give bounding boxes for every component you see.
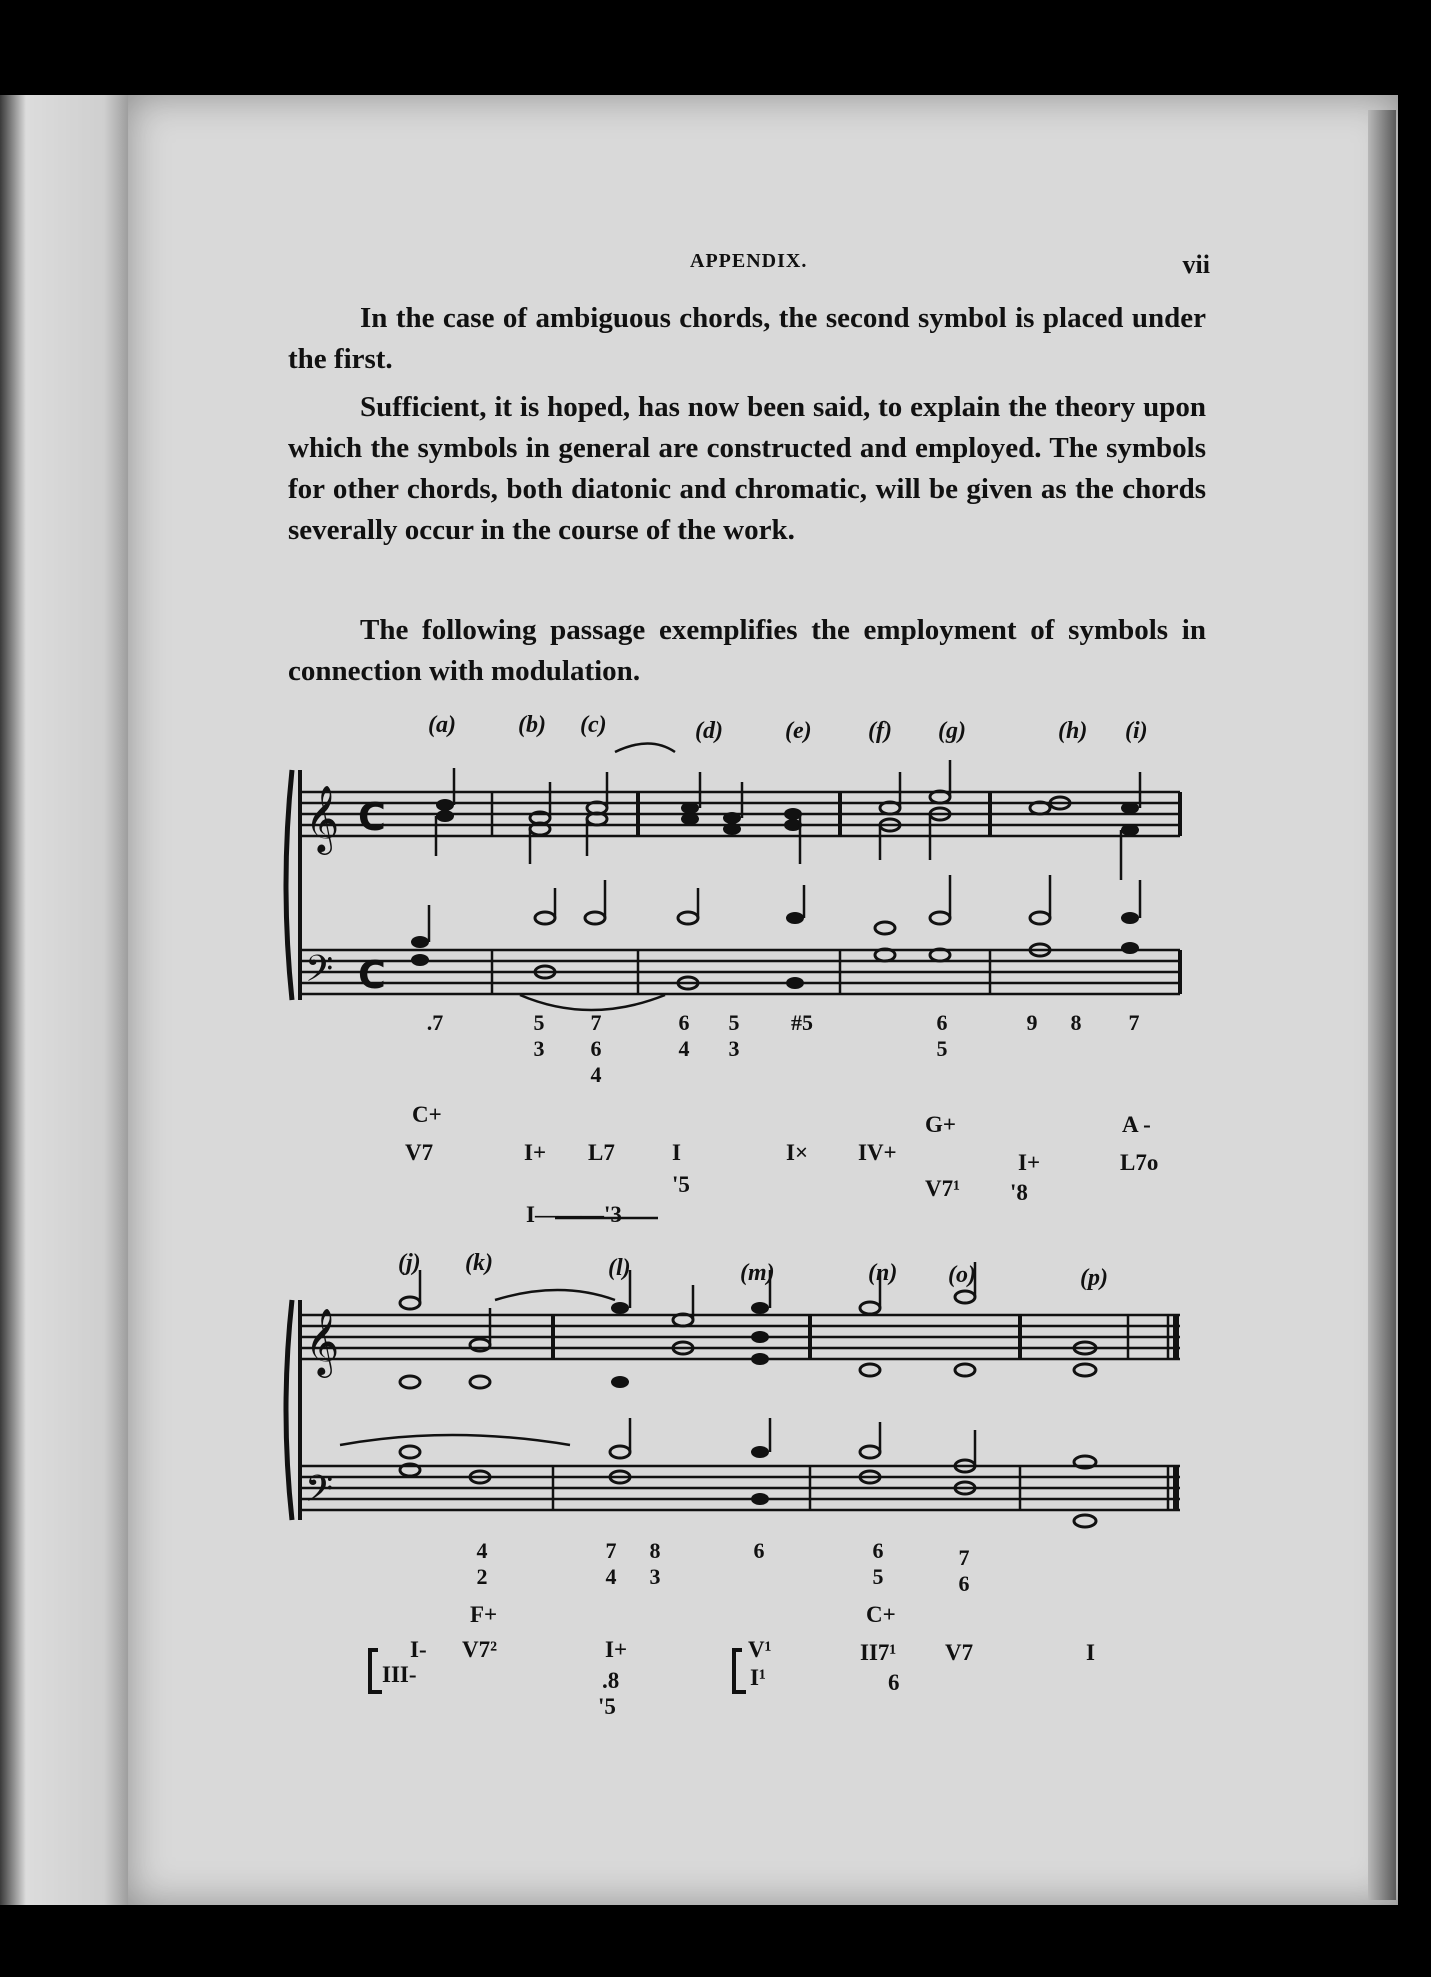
label-j: (j): [398, 1250, 421, 1276]
symbol-i: I: [672, 1140, 681, 1165]
figure-o: 7 6: [958, 1545, 970, 1596]
symbol-5-2: '5: [598, 1694, 616, 1719]
symbol-v7: V7: [405, 1140, 434, 1165]
running-head: APPENDIX.: [690, 250, 808, 272]
symbol-v7-2: V7²: [462, 1637, 498, 1662]
label-f: (f): [868, 718, 892, 744]
symbol-i-plus-3: I+: [605, 1637, 628, 1662]
symbol-key-c: C+: [412, 1102, 442, 1127]
label-n: (n): [868, 1260, 898, 1286]
svg-text:𝄞: 𝄞: [305, 784, 340, 852]
symbol-i1: I¹: [750, 1665, 766, 1690]
page-number: vii: [1182, 250, 1210, 279]
symbol-i-minus: I-: [410, 1637, 427, 1662]
figure-m: 6: [753, 1538, 765, 1563]
figure-e: #5: [791, 1010, 813, 1035]
symbol-iii-minus: III-: [382, 1662, 417, 1687]
figure-g: 6 5: [936, 1010, 948, 1061]
figure-d1: 6 4: [678, 1010, 690, 1061]
label-i: (i): [1125, 718, 1148, 744]
symbol-i-plus-2: I+: [1018, 1150, 1041, 1175]
figure-h1: 9: [1026, 1010, 1038, 1035]
symbol-iv-plus: IV+: [858, 1140, 897, 1165]
figure-k: 4 2: [476, 1538, 488, 1589]
symbol-ii7-1: II7¹: [860, 1640, 897, 1665]
symbol-v7-1: V7¹: [925, 1176, 961, 1201]
symbol-5: '5: [672, 1172, 690, 1197]
svg-text:C: C: [358, 953, 386, 997]
label-g: (g): [938, 718, 966, 744]
label-e: (e): [785, 718, 812, 744]
symbol-8: '8: [1010, 1180, 1028, 1205]
figure-l1: 7 4: [605, 1538, 617, 1589]
label-o: (o): [948, 1262, 976, 1288]
symbol-i-final: I: [1086, 1640, 1095, 1665]
label-c: (c): [580, 712, 607, 738]
paragraph-1: In the case of ambiguous chords, the second symbol is placed under the first.: [288, 302, 1206, 375]
symbol-key-g: G+: [925, 1112, 956, 1137]
symbol-key-c-2: C+: [866, 1602, 896, 1627]
symbol-key-a: A -: [1122, 1112, 1151, 1137]
label-p: (p): [1080, 1265, 1108, 1291]
label-m: (m): [740, 1260, 775, 1286]
figure-n: 6 5: [872, 1538, 884, 1589]
label-a: (a): [428, 712, 456, 738]
figure-a: .7: [426, 1010, 444, 1035]
symbol-i-x: I×: [786, 1140, 809, 1165]
symbol-i-3: I———'3: [526, 1202, 622, 1227]
paragraph-2: Sufficient, it is hoped, has now been said, to explain the theory upon which the symbols in general are constructed and employed. The symbols for other chords, both diatonic and chromatic, will be given as the chords severally occur in the course of the work.: [288, 391, 1206, 546]
svg-text:C: C: [358, 795, 386, 839]
label-h: (h): [1058, 718, 1088, 744]
label-b: (b): [518, 712, 546, 738]
figure-l2: 8 3: [649, 1538, 661, 1589]
figure-c: 7 6 4: [590, 1010, 602, 1087]
figure-i: 7: [1128, 1010, 1140, 1035]
symbol-l7o: L7o: [1120, 1150, 1159, 1175]
svg-text:𝄞: 𝄞: [305, 1307, 340, 1375]
figure-h2: 8: [1070, 1010, 1082, 1035]
symbol-8-2: .8: [602, 1668, 620, 1693]
label-l: (l): [608, 1255, 631, 1281]
symbol-key-f: F+: [470, 1602, 498, 1627]
svg-text:𝄢: 𝄢: [305, 948, 334, 999]
symbol-6: 6: [888, 1670, 900, 1695]
svg-text:𝄢: 𝄢: [305, 1468, 334, 1519]
label-d: (d): [695, 718, 723, 744]
label-k: (k): [465, 1250, 493, 1276]
figure-b: 5 3: [533, 1010, 545, 1061]
figure-d2: 5 3: [728, 1010, 740, 1061]
symbol-v7-2b: V7: [945, 1640, 974, 1665]
symbol-l7: L7: [588, 1140, 615, 1165]
symbol-v1: V¹: [748, 1637, 772, 1662]
symbol-i-plus: I+: [524, 1140, 547, 1165]
paragraph-3: The following passage exemplifies the employment of symbols in connection with modulation.: [288, 614, 1206, 687]
